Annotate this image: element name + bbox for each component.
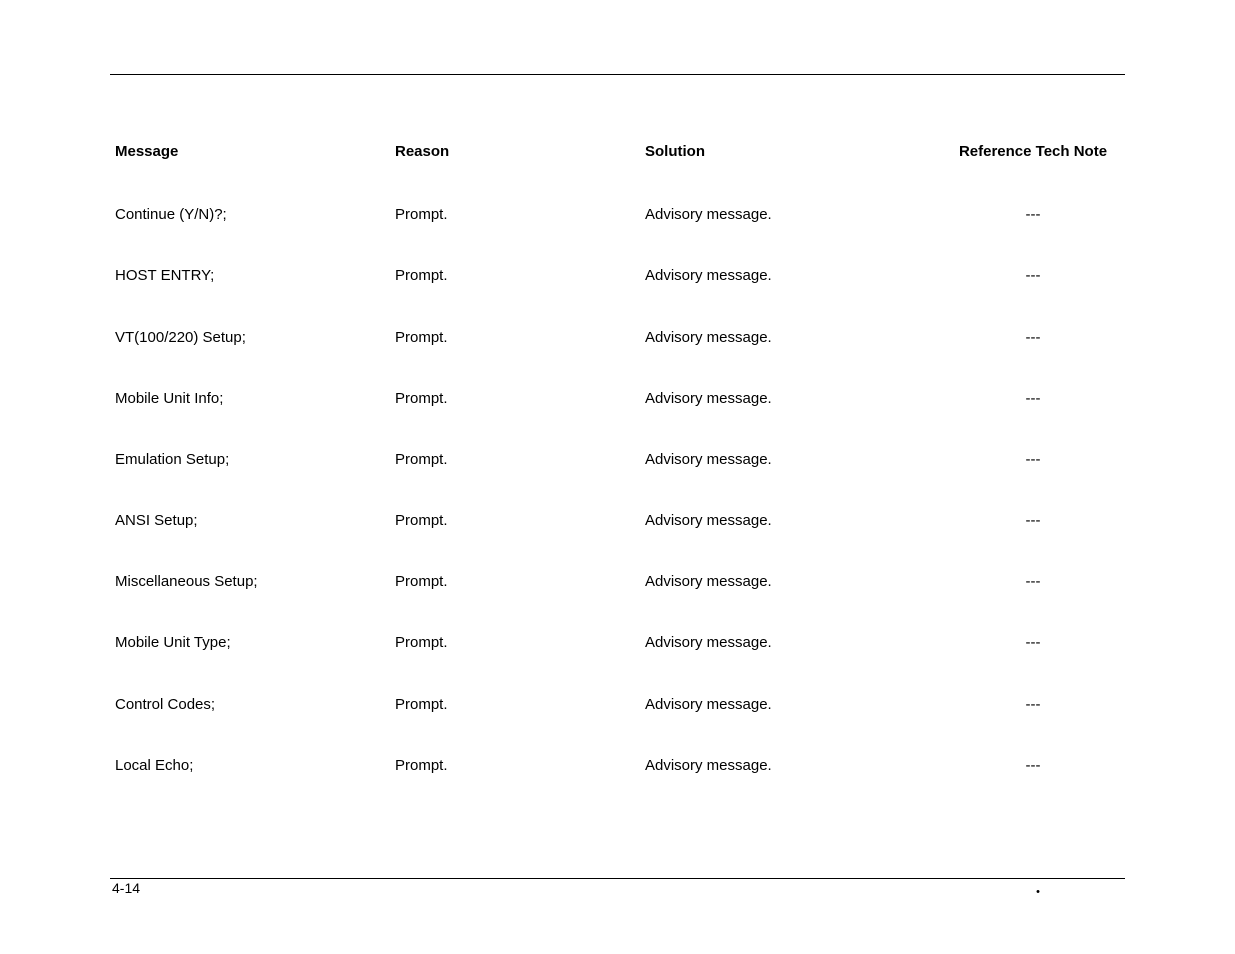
solution-cell: Advisory message. [645, 573, 772, 590]
solution-cell: Advisory message. [645, 206, 772, 223]
reason-cell: Prompt. [395, 757, 448, 774]
message-cell: ANSI Setup; [115, 512, 198, 529]
reason-cell: Prompt. [395, 512, 448, 529]
reason-cell: Prompt. [395, 267, 448, 284]
column-header-reason: Reason [395, 143, 450, 160]
reason-cell: Prompt. [395, 573, 448, 590]
reason-cell: Prompt. [395, 451, 448, 468]
reason-cell: Prompt. [395, 390, 448, 407]
reference-cell: --- [1025, 451, 1041, 468]
column-header-message: Message [115, 143, 179, 160]
message-cell: Local Echo; [115, 757, 194, 774]
reason-cell: Prompt. [395, 634, 448, 651]
message-cell: Continue (Y/N)?; [115, 206, 227, 223]
message-cell: VT(100/220) Setup; [115, 329, 246, 346]
solution-cell: Advisory message. [645, 757, 772, 774]
solution-cell: Advisory message. [645, 696, 772, 713]
reference-cell: --- [1025, 696, 1041, 713]
column-header-solution: Solution [645, 143, 705, 160]
message-cell: HOST ENTRY; [115, 267, 215, 284]
reference-cell: --- [1025, 329, 1041, 346]
reference-cell: --- [1025, 634, 1041, 651]
reference-cell: --- [1025, 267, 1041, 284]
reason-cell: Prompt. [395, 696, 448, 713]
solution-cell: Advisory message. [645, 267, 772, 284]
reason-cell: Prompt. [395, 329, 448, 346]
reference-cell: --- [1025, 573, 1041, 590]
footer-rule [110, 878, 1125, 879]
message-cell: Mobile Unit Info; [115, 390, 224, 407]
reference-cell: --- [1025, 512, 1041, 529]
reference-cell: --- [1025, 206, 1041, 223]
solution-cell: Advisory message. [645, 512, 772, 529]
solution-cell: Advisory message. [645, 390, 772, 407]
reason-cell: Prompt. [395, 206, 448, 223]
message-cell: Emulation Setup; [115, 451, 230, 468]
solution-cell: Advisory message. [645, 451, 772, 468]
solution-cell: Advisory message. [645, 329, 772, 346]
message-cell: Mobile Unit Type; [115, 634, 231, 651]
reference-cell: --- [1025, 757, 1041, 774]
column-header-reference: Reference Tech Note [958, 143, 1108, 160]
message-cell: Miscellaneous Setup; [115, 573, 258, 590]
message-cell: Control Codes; [115, 696, 216, 713]
footer-mark: • [1036, 886, 1040, 898]
reference-cell: --- [1025, 390, 1041, 407]
page-number: 4-14 [112, 880, 141, 896]
header-rule [110, 74, 1125, 75]
solution-cell: Advisory message. [645, 634, 772, 651]
